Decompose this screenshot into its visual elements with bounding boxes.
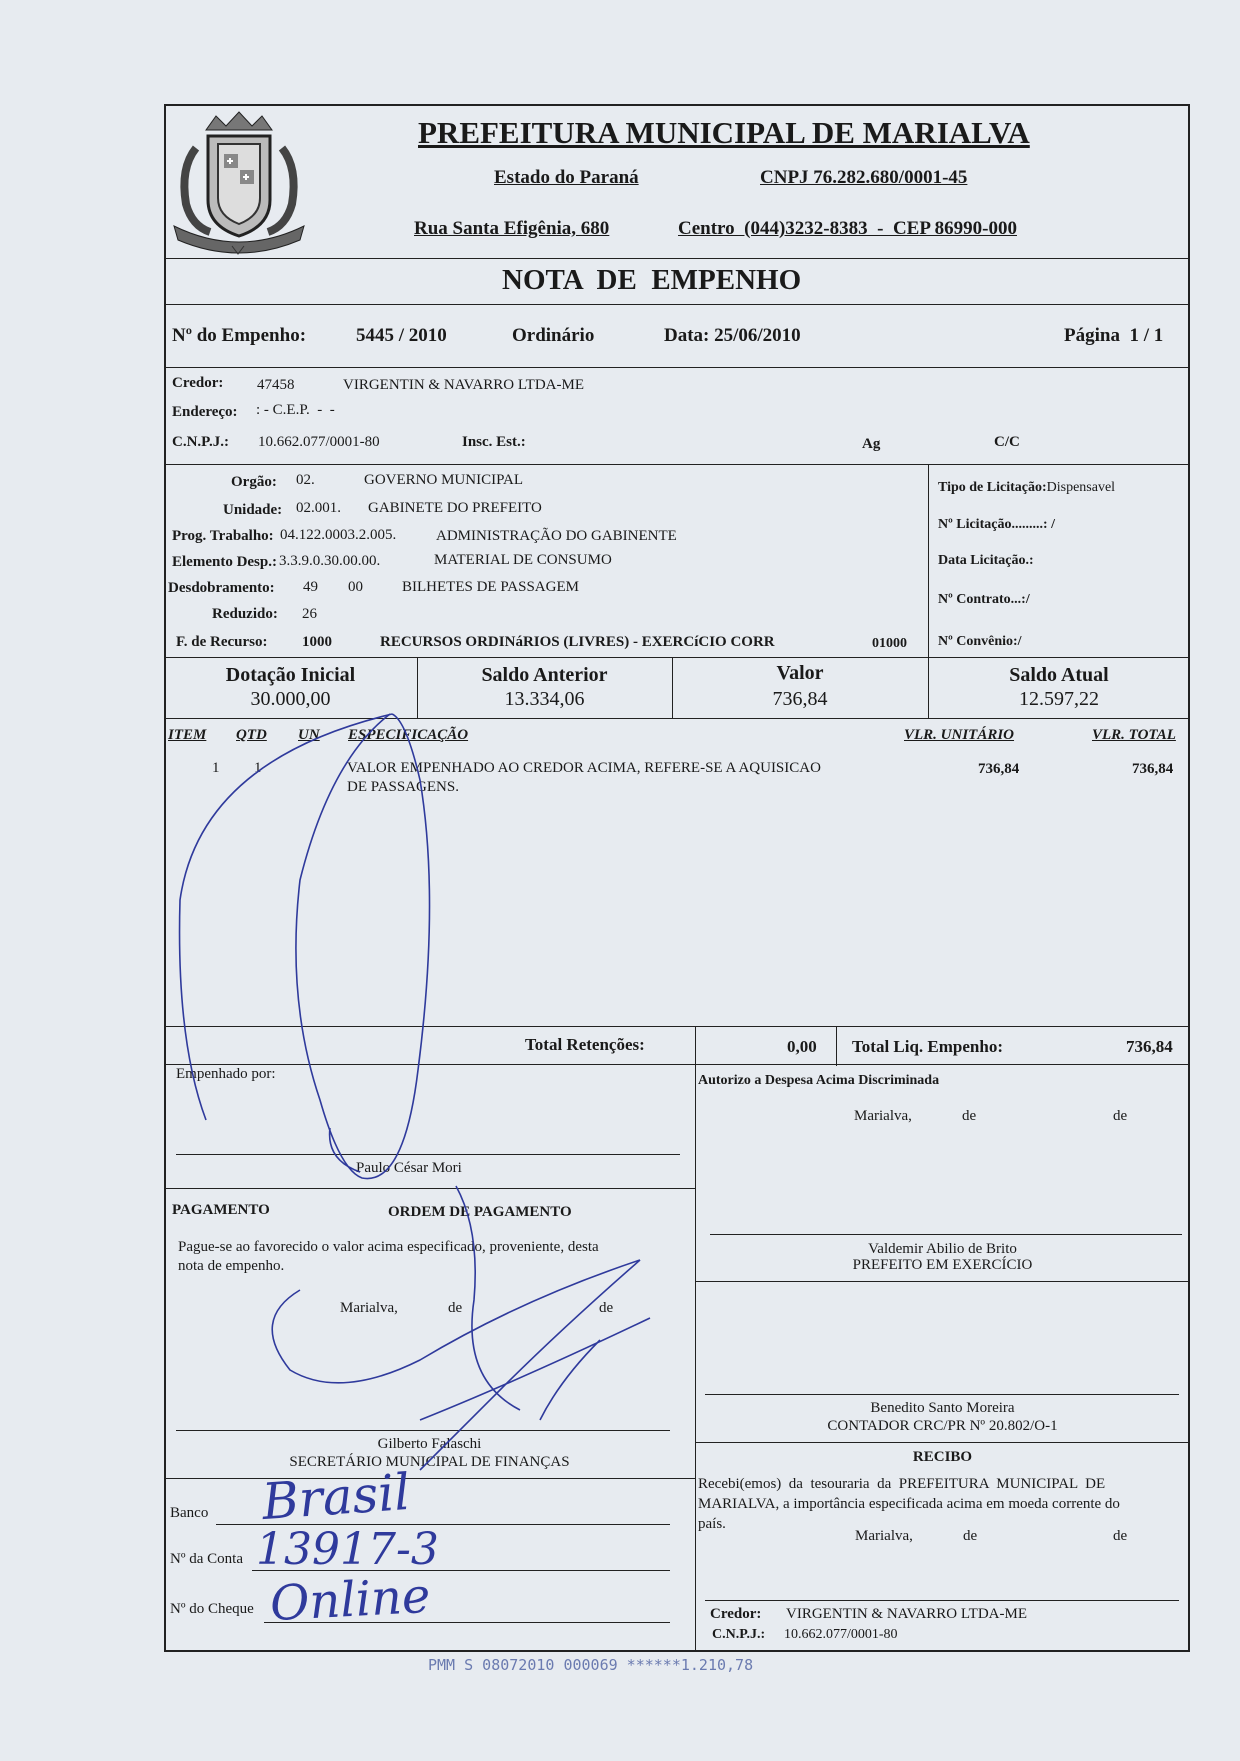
row-total-value: 736,84 — [1132, 761, 1174, 777]
pagamento-text-line1: Pague-se ao favorecido o valor acima especificado, proveniente, desta — [178, 1239, 599, 1255]
ag-label: Ag — [862, 436, 881, 452]
cheque-value: Online — [268, 1567, 432, 1633]
insc-est-label: Insc. Est.: — [462, 434, 526, 450]
prefeito-role: PREFEITO EM EXERCÍCIO — [852, 1257, 1033, 1273]
recurso-label: F. de Recurso: — [176, 634, 268, 650]
valor-label: Valor — [776, 662, 824, 684]
licitacao-tipo-label: Tipo de Licitação: — [938, 480, 1047, 495]
conta-value: 13917-3 — [256, 1524, 439, 1575]
unidade-label: Unidade: — [223, 502, 283, 518]
liq-label: Total Liq. Empenho: — [852, 1037, 1003, 1056]
autorizo-de1: de — [962, 1108, 977, 1124]
recibo-text-line3: país. — [698, 1516, 726, 1532]
recibo-cnpj: 10.662.077/0001-80 — [784, 1627, 898, 1642]
ordem-pagamento-title: ORDEM DE PAGAMENTO — [388, 1204, 572, 1220]
cheque-label: Nº do Cheque — [170, 1601, 254, 1617]
col-un: UN — [298, 727, 320, 743]
coat-of-arms-logo — [166, 108, 312, 258]
row-unit-value: 736,84 — [978, 761, 1020, 777]
empenho-type: Ordinário — [512, 325, 595, 346]
licitacao-convenio: Nº Convênio:/ — [938, 634, 1022, 649]
address-label: Endereço: — [172, 404, 238, 420]
processing-stamp: PMM S 08072010 000069 ******1.210,78 — [428, 1656, 754, 1674]
header-title: PREFEITURA MUNICIPAL DE MARIALVA — [418, 115, 1030, 150]
contador-name: Benedito Santo Moreira — [870, 1400, 1015, 1416]
header-cnpj: CNPJ 76.282.680/0001-45 — [760, 167, 968, 188]
licitacao-data: Data Licitação.: — [938, 553, 1034, 568]
recibo-city: Marialva, — [855, 1528, 913, 1544]
contador-role: CONTADOR CRC/PR Nº 20.802/O-1 — [827, 1418, 1058, 1434]
unidade-code: 02.001. — [296, 500, 341, 516]
empenho-page: Página 1 / 1 — [1064, 325, 1164, 346]
recurso-code2: 01000 — [872, 636, 907, 651]
retencoes-value: 0,00 — [787, 1037, 817, 1056]
elemento-code: 3.3.9.0.30.00.00. — [279, 553, 381, 569]
empenhado-label: Empenhado por: — [176, 1066, 276, 1082]
cc-label: C/C — [994, 434, 1020, 450]
recibo-de1: de — [963, 1528, 978, 1544]
atual-label: Saldo Atual — [1009, 664, 1109, 686]
autorizo-city: Marialva, — [854, 1108, 912, 1124]
credor-cnpj-label: C.N.P.J.: — [172, 434, 229, 450]
elemento-name: MATERIAL DE CONSUMO — [434, 552, 612, 568]
pagamento-de2: de — [599, 1300, 614, 1316]
recibo-text-line2: MARIALVA, a importância especificada acima em moeda corrente do — [698, 1496, 1120, 1512]
credor-cnpj: 10.662.077/0001-80 — [258, 434, 380, 450]
header-street: Rua Santa Efigênia, 680 — [414, 218, 610, 239]
credor-name: VIRGENTIN & NAVARRO LTDA-ME — [343, 377, 584, 393]
credor-label: Credor: — [172, 375, 224, 391]
licitacao-numero: Nº Licitação.........: / — [938, 517, 1055, 532]
unidade-name: GABINETE DO PREFEITO — [368, 500, 542, 516]
pagamento-signer-role: SECRETÁRIO MUNICIPAL DE FINANÇAS — [289, 1454, 570, 1470]
orgao-label: Orgão: — [231, 474, 277, 490]
atual-value: 12.597,22 — [1019, 688, 1099, 710]
conta-label: Nº da Conta — [170, 1551, 243, 1567]
banco-label: Banco — [170, 1505, 209, 1521]
prog-code: 04.122.0003.2.005. — [280, 527, 397, 543]
recibo-credor-label: Credor: — [710, 1606, 762, 1622]
prog-label: Prog. Trabalho: — [172, 528, 274, 544]
anterior-value: 13.334,06 — [504, 688, 585, 710]
dotacao-label: Dotação Inicial — [225, 664, 356, 686]
row-spec-line2: DE PASSAGENS. — [347, 779, 459, 795]
header-state: Estado do Paraná — [494, 167, 639, 188]
empenhado-name: Paulo César Mori — [356, 1160, 462, 1176]
valor-value: 736,84 — [772, 688, 828, 710]
licitacao-contrato: Nº Contrato...:/ — [938, 592, 1030, 607]
pagamento-de1: de — [448, 1300, 463, 1316]
elemento-label: Elemento Desp.: — [172, 554, 277, 570]
recibo-de2: de — [1113, 1528, 1128, 1544]
prefeito-name: Valdemir Abilio de Brito — [868, 1241, 1017, 1257]
pagamento-title: PAGAMENTO — [172, 1202, 270, 1218]
col-item: ITEM — [168, 727, 207, 743]
reduzido-value: 26 — [302, 606, 317, 622]
recibo-credor-name: VIRGENTIN & NAVARRO LTDA-ME — [786, 1606, 1027, 1622]
reduzido-label: Reduzido: — [212, 606, 278, 622]
empenho-number: 5445 / 2010 — [356, 325, 447, 346]
recibo-cnpj-label: C.N.P.J.: — [712, 1627, 766, 1642]
desdobramento-label: Desdobramento: — [168, 580, 275, 596]
autorizo-de2: de — [1113, 1108, 1128, 1124]
orgao-code: 02. — [296, 472, 315, 488]
pagamento-text-line2: nota de empenho. — [178, 1258, 285, 1274]
row-spec-line1: VALOR EMPENHADO AO CREDOR ACIMA, REFERE-SE A AQUISICAO — [347, 760, 821, 776]
row-item: 1 — [212, 760, 220, 776]
prog-name: ADMINISTRAÇÃO DO GABINENTE — [436, 528, 677, 544]
dotacao-value: 30.000,00 — [250, 688, 331, 710]
empenho-date: Data: 25/06/2010 — [664, 325, 801, 346]
empenho-label: Nº do Empenho: — [172, 325, 307, 346]
pagamento-signer: Gilberto Falaschi — [377, 1436, 482, 1452]
recibo-title: RECIBO — [912, 1449, 973, 1465]
desdobramento-code1: 49 — [303, 579, 318, 595]
desdobramento-name: BILHETES DE PASSAGEM — [402, 579, 579, 595]
licitacao-tipo — [938, 480, 1115, 496]
liq-value: 736,84 — [1126, 1037, 1173, 1056]
retencoes-label: Total Retenções: — [525, 1035, 645, 1054]
header-contact: Centro (044)3232-8383 - CEP 86990-000 — [678, 218, 1017, 239]
col-especificacao: ESPECIFICAÇÃO — [348, 727, 469, 743]
autorizo-title: Autorizo a Despesa Acima Discriminada — [698, 1073, 940, 1088]
col-vlr-unitario: VLR. UNITÁRIO — [904, 727, 1015, 743]
recurso-code: 1000 — [302, 634, 332, 650]
document-title: NOTA DE EMPENHO — [502, 264, 802, 296]
address-value: : - C.E.P. - - — [256, 402, 335, 418]
recibo-text-line1: Recebi(emos) da tesouraria da PREFEITURA MUNICIPAL DE — [698, 1476, 1106, 1492]
desdobramento-code2: 00 — [348, 579, 363, 595]
row-qtd: 1 — [254, 760, 262, 776]
licitacao-tipo-value: Dispensavel — [1046, 480, 1116, 495]
anterior-label: Saldo Anterior — [481, 664, 608, 686]
recurso-name: RECURSOS ORDINáRIOS (LIVRES) - EXERCíCIO CORR — [380, 634, 775, 650]
credor-code: 47458 — [257, 377, 295, 393]
col-qtd: QTD — [236, 727, 267, 743]
pagamento-city: Marialva, — [340, 1300, 398, 1316]
orgao-name: GOVERNO MUNICIPAL — [364, 472, 524, 488]
col-vlr-total: VLR. TOTAL — [1092, 727, 1176, 743]
banco-value: Brasil — [260, 1462, 412, 1532]
